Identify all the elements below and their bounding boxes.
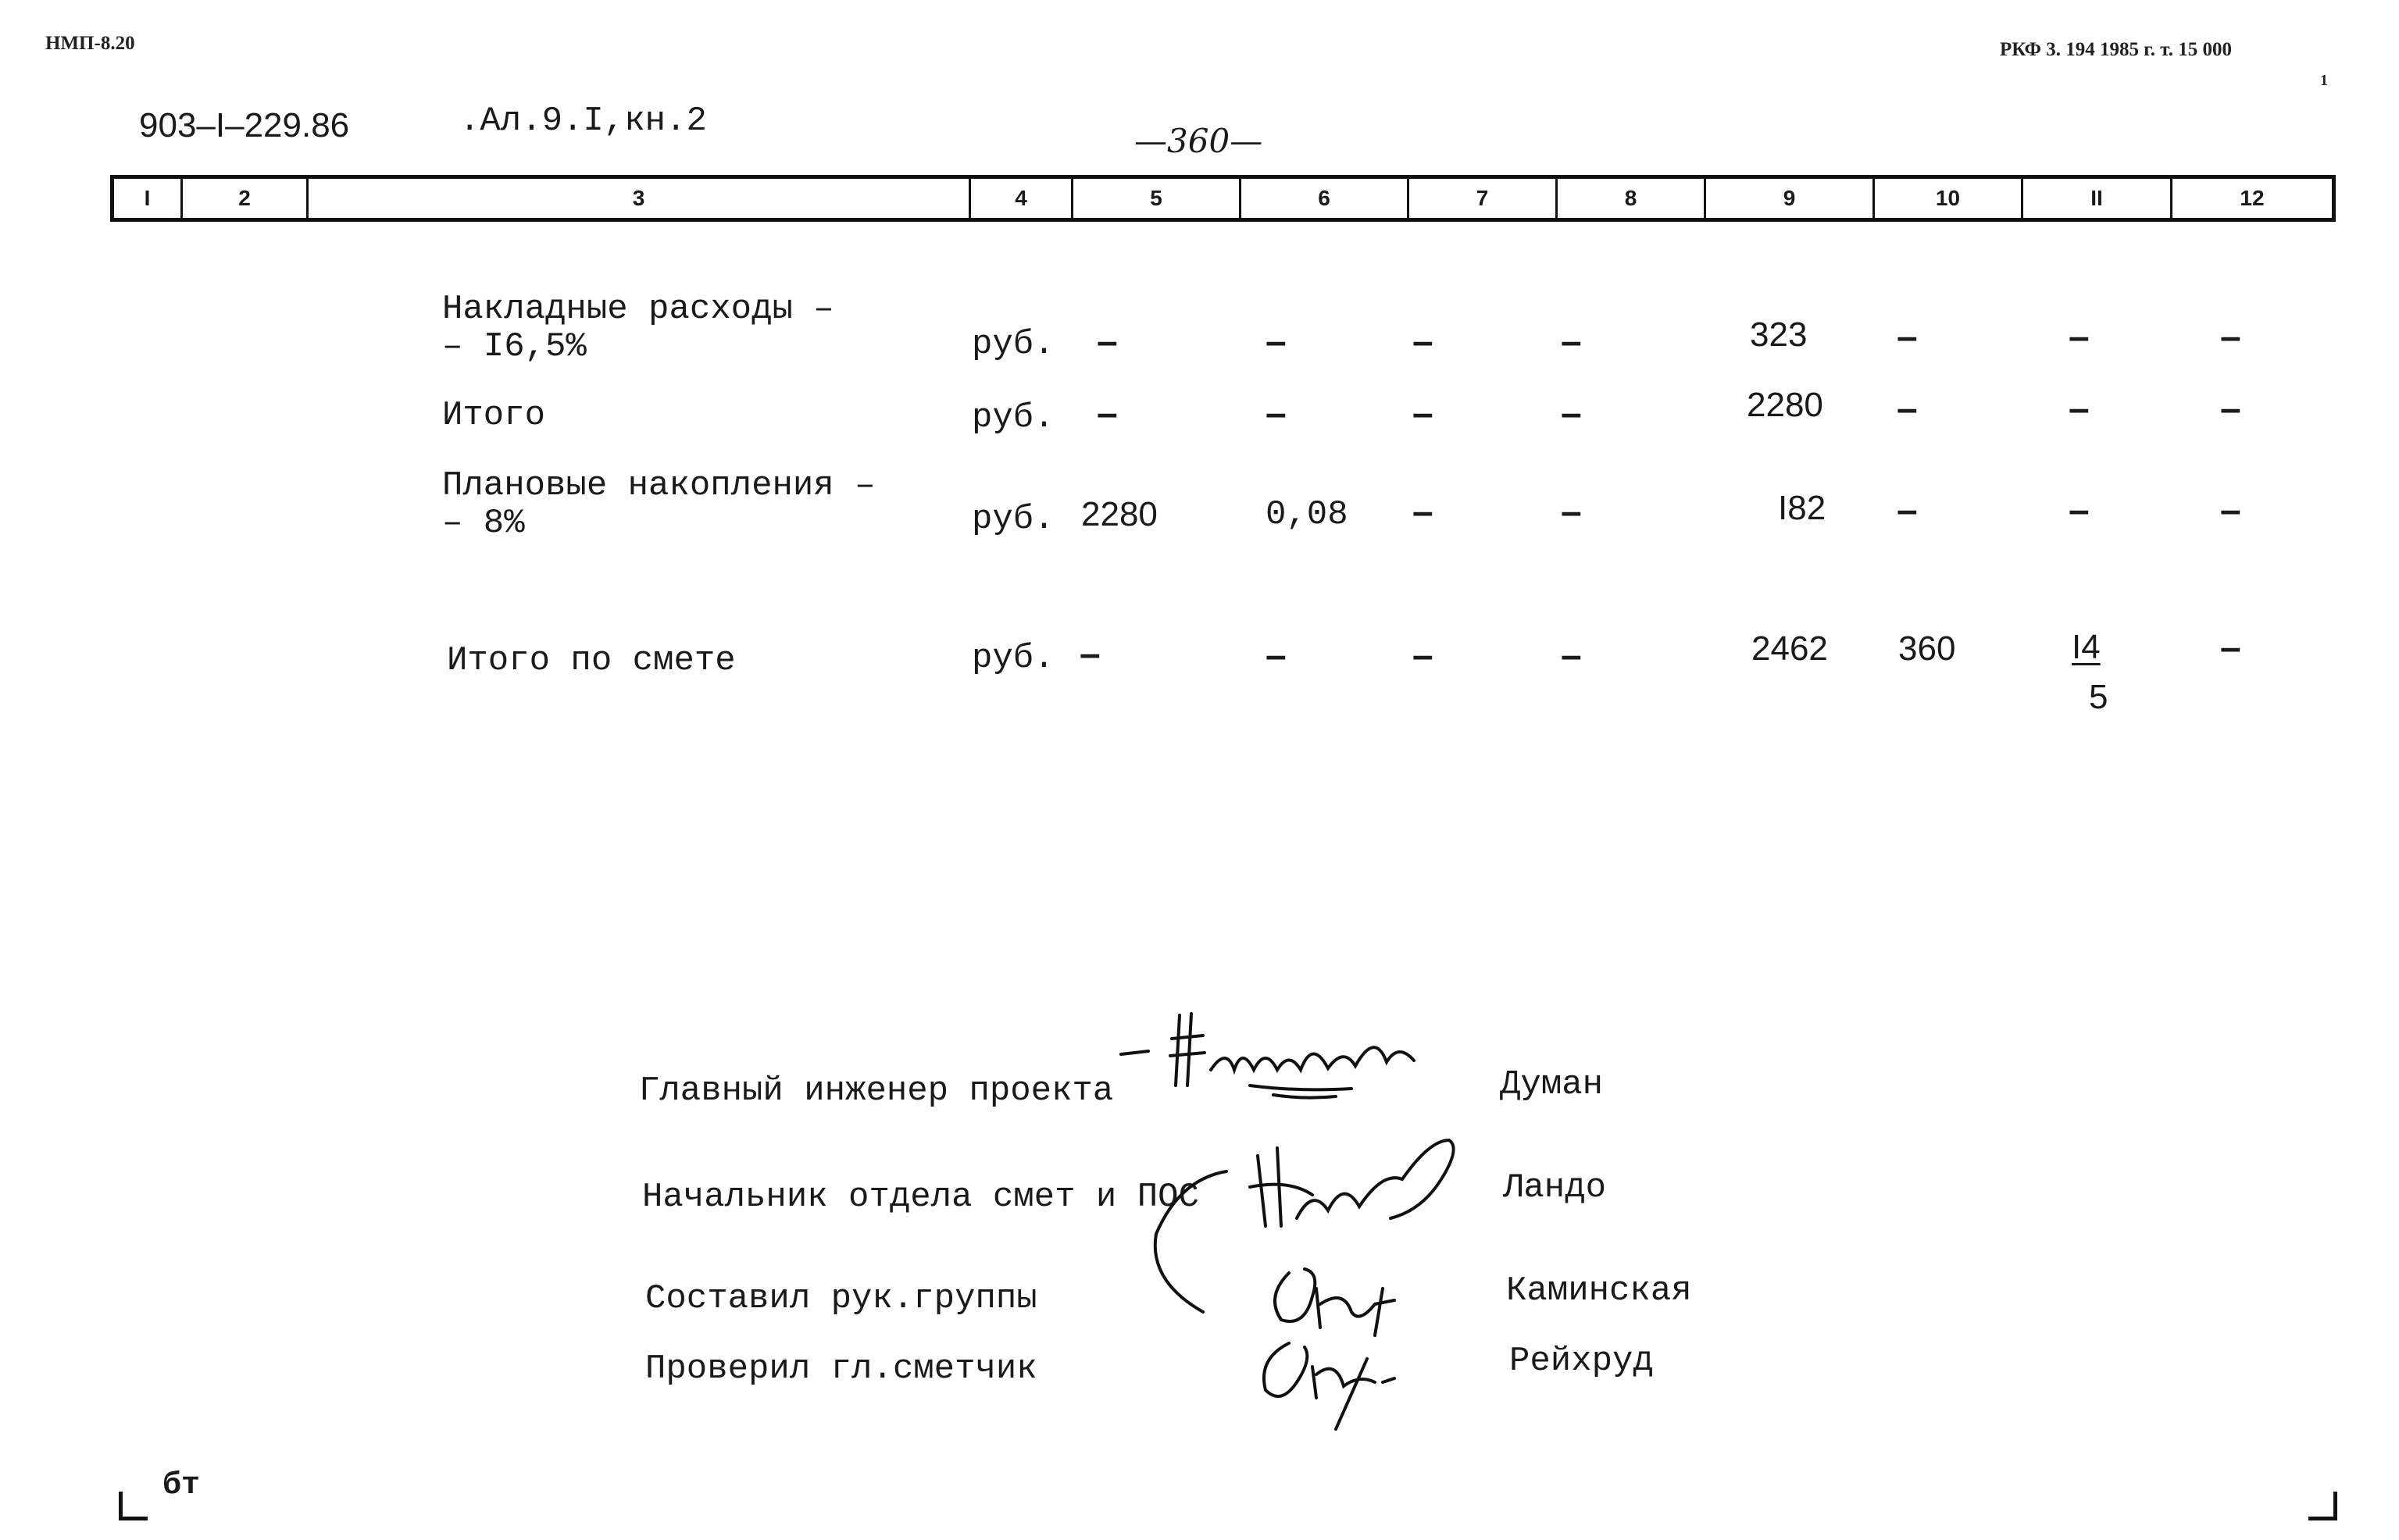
signature-name: Рейхруд [1509, 1342, 1654, 1381]
unit-cell: руб. [972, 398, 1055, 437]
cell-col7: – [1412, 491, 1433, 533]
cell-col6: 0,08 [1266, 495, 1348, 534]
album-reference: .Ал.9.I,кн.2 [459, 102, 707, 141]
form-stamp-right: РКФ 3. 194 1985 г. т. 15 000 [2000, 39, 2232, 60]
cell-col12: – [2220, 627, 2241, 668]
cell-col6: – [1266, 393, 1287, 434]
column-number: 3 [306, 179, 969, 218]
cell-col9: 2462 [1751, 629, 1828, 668]
column-number: I [144, 186, 151, 210]
column-number: II [2021, 179, 2170, 218]
form-stamp-left: НМП-8.20 [45, 33, 135, 54]
cell-col5: – [1097, 393, 1118, 434]
column-number: 7 [1407, 179, 1555, 218]
document-code: 903–I–229.86 [139, 106, 350, 144]
cell-col10: – [1897, 388, 1918, 430]
column-number: 12 [2170, 179, 2332, 218]
signature-role: Начальник отдела смет и ПОС [642, 1178, 1199, 1217]
row-label: Плановые накопления – [442, 466, 876, 505]
cell-col7: – [1412, 321, 1433, 362]
cell-col11: – [2069, 388, 2090, 430]
row-label: Накладные расходы – [442, 290, 834, 329]
corner-mark-bottom-right [2308, 1492, 2337, 1520]
cell-col10: – [1897, 490, 1918, 531]
cell-col12: – [2220, 388, 2241, 430]
column-number: 8 [1555, 179, 1704, 218]
cell-col9: 323 [1750, 315, 1808, 354]
unit-cell: руб. [972, 325, 1055, 364]
cell-col11: – [2069, 316, 2090, 358]
signature-name: Ландо [1503, 1168, 1607, 1207]
row-label-continuation: – 8% [442, 504, 525, 543]
cell-col11-numerator: I4 [2072, 628, 2101, 666]
handwritten-signature-1 [1117, 1007, 1476, 1109]
column-number: 4 [969, 179, 1071, 218]
unit-cell: руб. [972, 500, 1055, 539]
cell-col10: 360 [1898, 629, 1956, 668]
cell-col7: – [1412, 635, 1433, 676]
cell-col8: – [1561, 393, 1582, 434]
signature-role: Проверил гл.сметчик [645, 1349, 1037, 1388]
cell-col5: – [1097, 321, 1118, 362]
cell-col5: – [1080, 633, 1101, 675]
cell-col7: – [1412, 393, 1433, 434]
cell-col10: – [1897, 316, 1918, 358]
signature-role: Составил рук.группы [645, 1279, 1037, 1318]
column-number-header [110, 175, 2336, 222]
cell-col11-denominator: 5 [2089, 678, 2108, 716]
column-number: 2 [180, 179, 306, 218]
cell-col6: – [1266, 321, 1287, 362]
cell-col5: 2280 [1081, 495, 1158, 533]
corner-mark-bottom-left [119, 1492, 148, 1520]
column-number: 10 [1872, 179, 2021, 218]
cell-col11: – [2069, 490, 2090, 531]
signature-name: Думан [1500, 1065, 1604, 1104]
signature-role: Главный инженер проекта [639, 1071, 1114, 1110]
column-number: 5 [1071, 179, 1239, 218]
cell-col8: – [1561, 321, 1582, 362]
cell-col8: – [1561, 635, 1582, 676]
row-label: Итого [442, 396, 546, 435]
unit-cell: руб. [972, 639, 1055, 678]
row-label-continuation: – I6,5% [442, 327, 587, 366]
column-number: 9 [1704, 179, 1872, 218]
signature-name: Каминская [1506, 1271, 1692, 1310]
cell-col12: – [2220, 316, 2241, 358]
handwritten-signature-4 [1250, 1328, 1414, 1437]
cell-col6: – [1266, 635, 1287, 676]
row-label: Итого по смете [447, 641, 736, 680]
column-number: 6 [1239, 179, 1407, 218]
cell-col12: – [2220, 490, 2241, 531]
cell-col8: – [1561, 491, 1582, 533]
bottom-left-mark: бт [162, 1468, 201, 1503]
cell-col9: I82 [1778, 489, 1826, 527]
cell-col9: 2280 [1747, 386, 1823, 424]
page-number: —360— [1134, 122, 1263, 160]
form-stamp-mark: 1 [2320, 72, 2328, 89]
